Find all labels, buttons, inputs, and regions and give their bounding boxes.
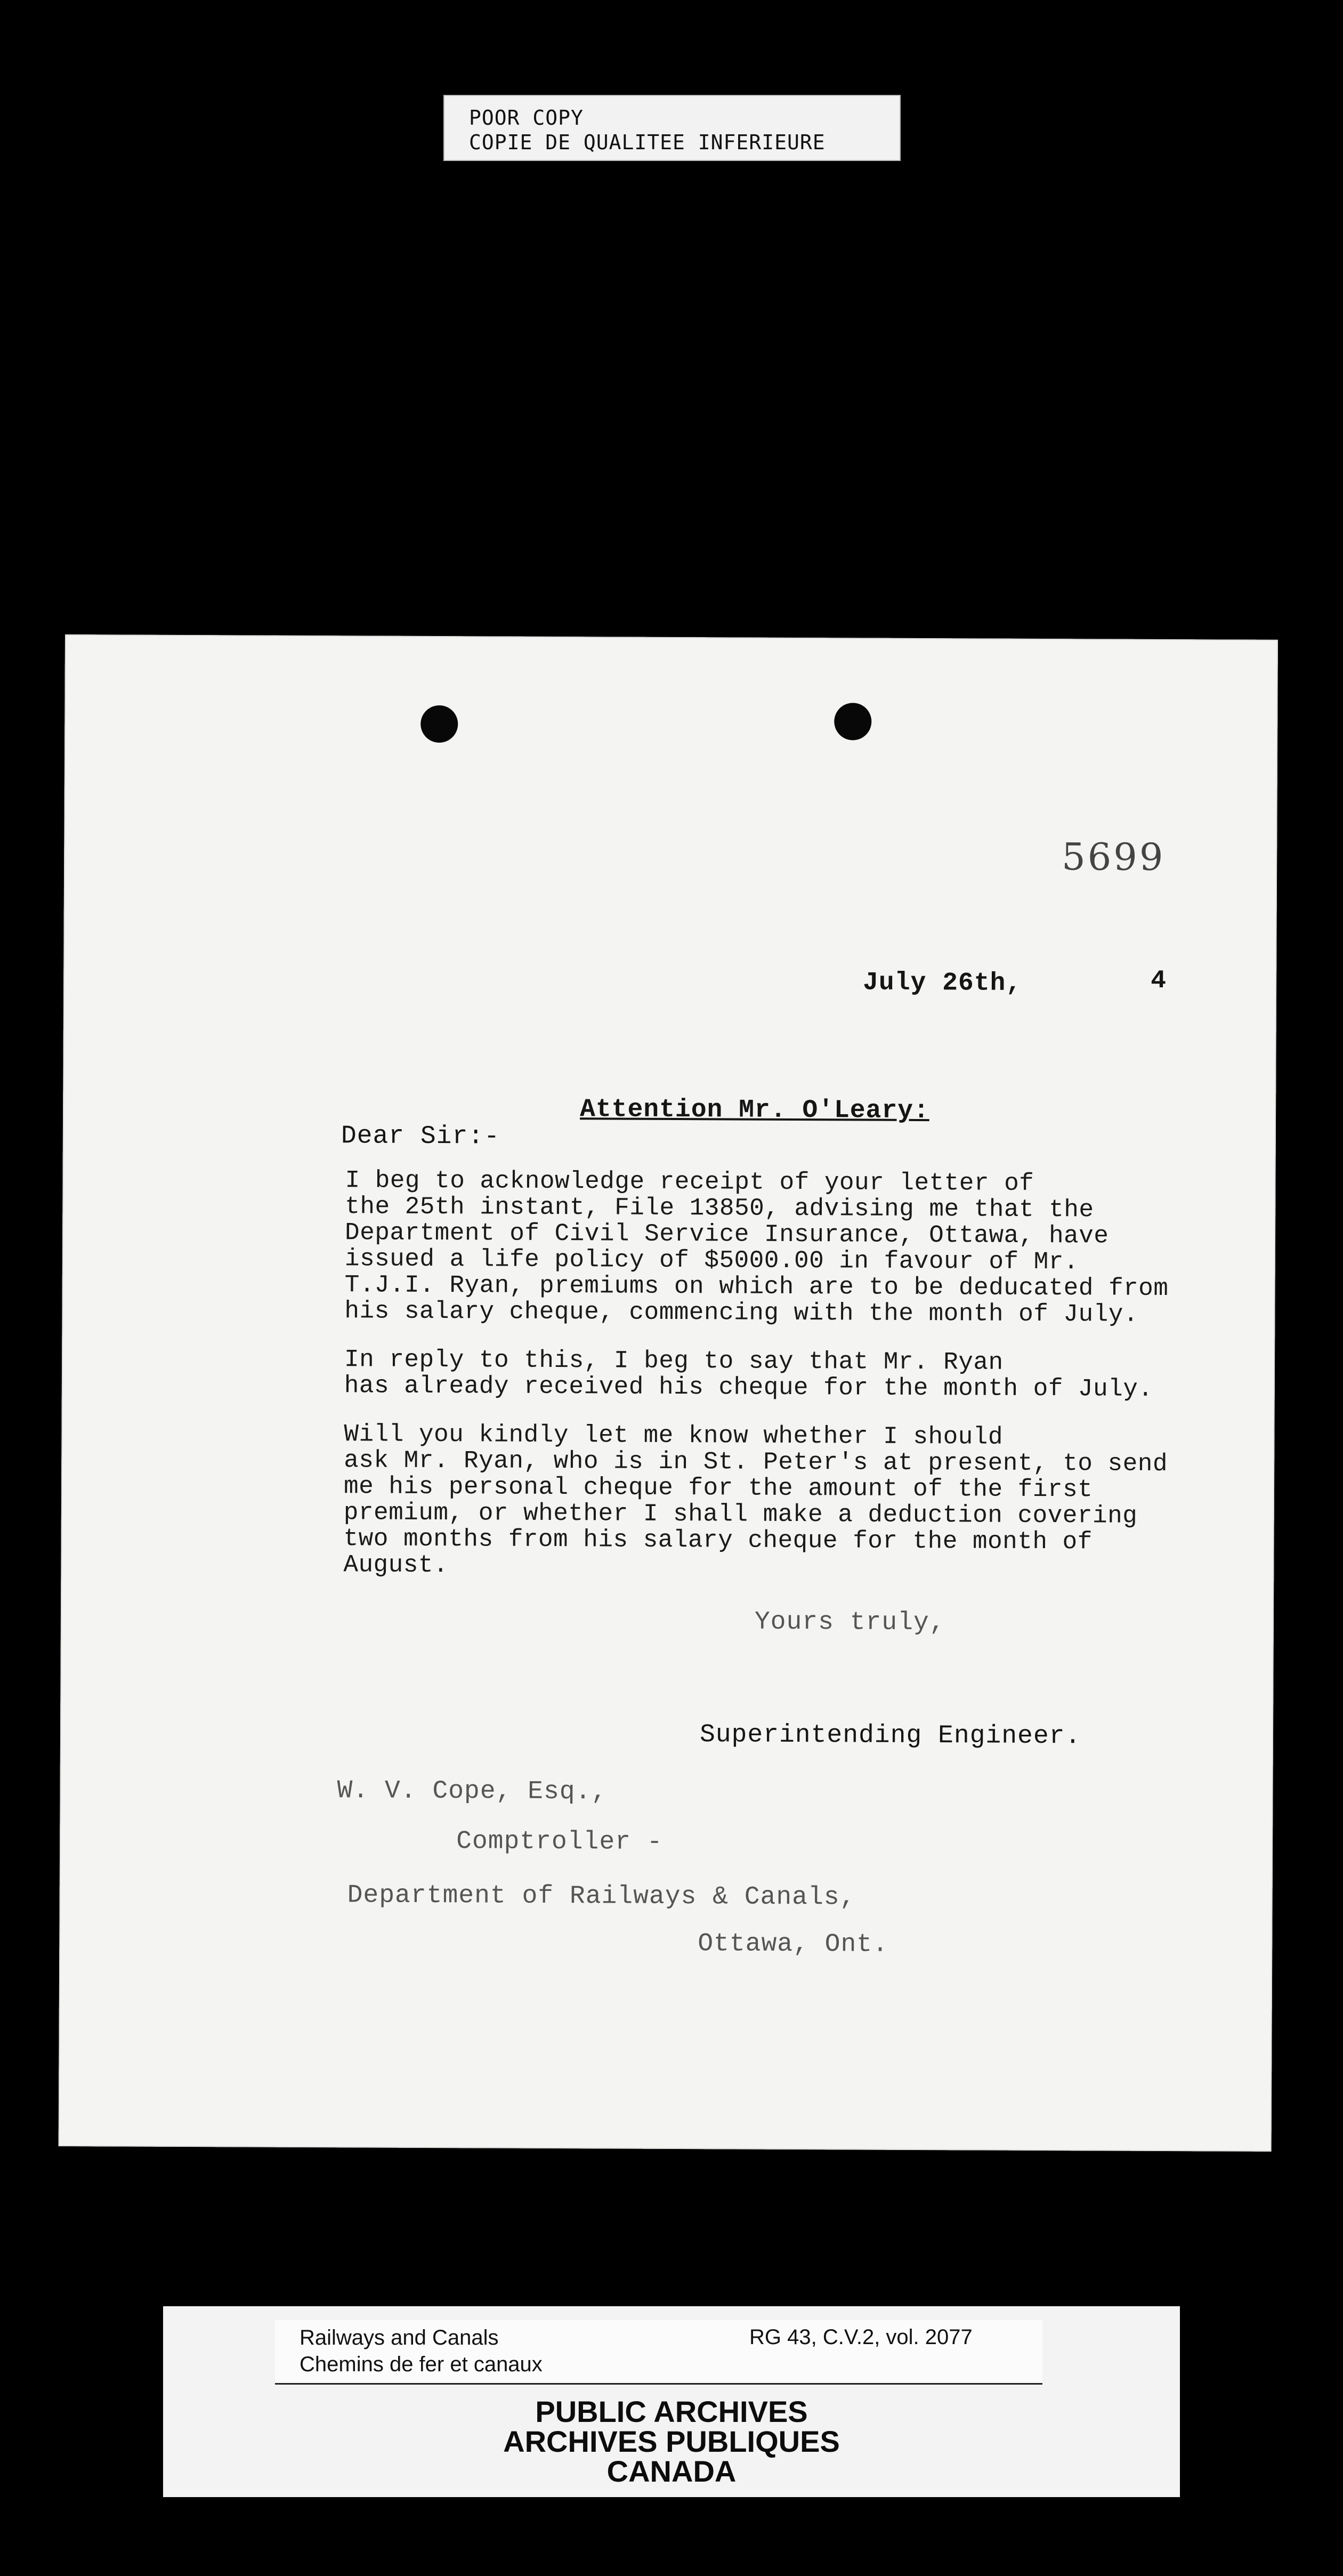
body-line: the 25th instant, File 13850, advising me that the (345, 1193, 1094, 1224)
archive-reference-strip (275, 2320, 1042, 2385)
body-line: has already received his cheque for the month of July. (344, 1372, 1153, 1403)
recipient-title: Comptroller - (456, 1827, 663, 1857)
archive-title-country: CANADA (606, 2454, 737, 2488)
poor-copy-label-fr: COPIE DE QUALITEE INFERIEURE (469, 131, 826, 154)
body-line: T.J.I. Ryan, premiums on which are to be deducated from (344, 1271, 1169, 1303)
body-line: two months from his salary cheque for the month of (343, 1525, 1093, 1556)
body-line: Will you kindly let me know whether I should (344, 1420, 1004, 1451)
letter-page (59, 634, 1278, 2152)
collection-names (300, 2324, 543, 2378)
recipient-name: W. V. Cope, Esq., (337, 1776, 608, 1807)
body-line: Department of Civil Service Insurance, Ottawa, have (344, 1219, 1109, 1250)
body-line: me his personal cheque for the amount of the first (343, 1472, 1093, 1504)
collection-name-fr: Chemins de fer et canaux (300, 2353, 543, 2376)
archive-title-en: PUBLIC ARCHIVES (535, 2395, 808, 2428)
punch-hole-left (420, 705, 458, 743)
archive-label-card (163, 2306, 1180, 2497)
poor-copy-banner (443, 95, 901, 161)
body-line: August. (343, 1551, 449, 1580)
recipient-city: Ottawa, Ont. (698, 1929, 889, 1959)
body-line: premium, or whether I shall make a deduction covering (343, 1499, 1138, 1530)
closing: Yours truly, (754, 1607, 945, 1638)
body-line: In reply to this, I beg to say that Mr. Ryan (344, 1346, 1004, 1376)
signature-title: Superintending Engineer. (699, 1720, 1081, 1751)
body-line: issued a life policy of $5000.00 in favour of Mr. (344, 1245, 1079, 1276)
archive-title-fr: ARCHIVES PUBLIQUES (503, 2425, 840, 2458)
body-line: his salary cheque, commencing with the month of July. (344, 1297, 1139, 1329)
recipient-department: Department of Railways & Canals, (347, 1881, 856, 1912)
body-line: I beg to acknowledge receipt of your letter of (345, 1166, 1034, 1197)
collection-name-en: Railways and Canals (300, 2326, 499, 2349)
letter-date: July 26th, (863, 968, 1022, 998)
archive-title (163, 2397, 1180, 2486)
salutation: Dear Sir:- (341, 1122, 500, 1152)
letter-body (343, 1168, 1169, 1582)
archive-reference: RG 43, C.V.2, vol. 2077 (749, 2325, 973, 2349)
poor-copy-label: POOR COPY (469, 106, 584, 130)
punch-hole-right (834, 703, 871, 740)
attention-line: Attention Mr. O'Leary: (580, 1095, 929, 1126)
page-number: 4 (1151, 966, 1167, 996)
body-line: ask Mr. Ryan, who is in St. Peter's at present, to send (344, 1446, 1168, 1478)
file-number: 5699 (1062, 835, 1166, 880)
